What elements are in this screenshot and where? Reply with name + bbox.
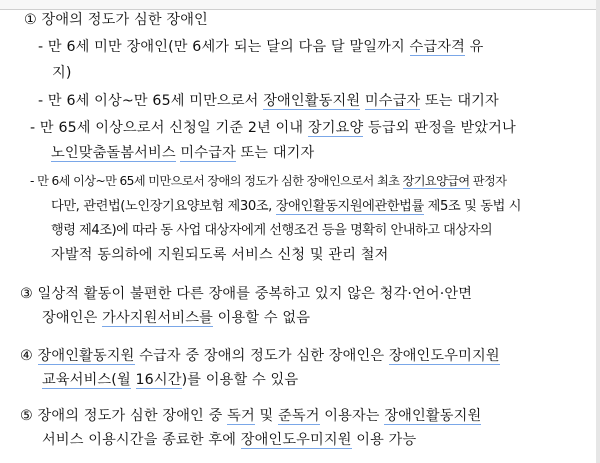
text: 다만, 관련법(노인장기요양보험 제30조, (51, 199, 276, 214)
underlined-term: 독거 (227, 408, 255, 424)
underlined-term: 장애인도우미지원 (388, 348, 500, 364)
text: 자발적 동의하에 지원되도록 서비스 신청 및 관리 철저 (51, 247, 389, 263)
window-top-border (0, 0, 600, 10)
text: ③ 일상적 활동이 불편한 다른 장애를 중복하고 있지 않은 청각·언어·안면 (20, 286, 473, 302)
underlined-term: 장애인활동지원 (37, 348, 135, 364)
section-1-item-1-cont (52, 63, 72, 83)
text: 및 (254, 408, 278, 424)
text: 등급외 판정을 받았거나 (363, 120, 516, 136)
section-1-heading (24, 10, 208, 30)
text: 행령 제4조)에 따라 동 사업 대상자에게 선행조건 등을 명확히 안내하고 대상자의 (51, 223, 493, 238)
section-3-line-2 (42, 308, 310, 328)
text: 또는 대기자 (420, 93, 499, 109)
section-4-line-1 (20, 346, 500, 366)
section-5-line-2 (42, 430, 416, 450)
text: )를 이용할 수 있음 (181, 372, 299, 388)
underlined-term: 장애인활동지원 (263, 93, 361, 109)
text: - 만 6세 이상~만 65세 미만으로서 장애의 정도가 심한 장애인으로서 최초 (30, 174, 403, 188)
section-1-item-1 (38, 37, 483, 57)
text: 이용할 수 없음 (212, 310, 311, 326)
underlined-term: 장기요양급여 (402, 174, 470, 188)
window-scrollbar-track[interactable] (596, 0, 600, 463)
text: 이용자는 (319, 408, 385, 424)
section-1-item-2 (38, 91, 499, 111)
text: ④ (20, 348, 38, 364)
text: 유 (464, 39, 484, 55)
underlined-term: 장애인활동지원 (384, 408, 482, 424)
text: 서비스 이용시간을 종료한 후에 (42, 432, 241, 448)
text: 또는 대기자 (235, 145, 315, 161)
underlined-term: 장애인활동지원에관한법률 (275, 199, 424, 214)
text: 장애인은 (42, 310, 103, 326)
section-1-item-4 (30, 171, 506, 191)
text: 수급자 중 장애의 정도가 심한 장애인은 (134, 348, 389, 364)
text (131, 372, 136, 388)
text: 이용 가능 (351, 432, 417, 448)
underlined-term: 가사지원서비스를 (102, 310, 213, 326)
text: - 만 65세 이상으로서 신청일 기준 2년 이내 (30, 120, 308, 136)
underlined-term: 수급자격 (409, 39, 465, 55)
text: ⑤ 장애의 정도가 심한 장애인 중 (20, 408, 228, 424)
underlined-term: 장애인도우미지원 (240, 432, 352, 448)
text: - 만 6세 미만 장애인(만 6세가 되는 달의 다음 달 말일까지 (38, 39, 410, 55)
section-4-line-2 (42, 370, 298, 390)
text: 판정자 (469, 174, 507, 188)
section-5-line-1 (20, 406, 481, 426)
section-3-line-1 (20, 284, 472, 304)
text: ① 장애의 정도가 심한 장애인 (24, 12, 208, 28)
underlined-term: 미수급자 (180, 145, 236, 161)
text: 제5조 및 동법 시 (423, 199, 522, 214)
underlined-term: 준독거 (278, 408, 320, 424)
underlined-term: 교육서비스(월 (42, 372, 131, 388)
section-1-item-4-cont-3 (51, 245, 388, 265)
underlined-term: 장기요양 (307, 120, 364, 136)
text: 지) (52, 65, 72, 81)
underlined-term: 미수급자 (364, 93, 421, 109)
section-1-item-4-cont-2 (51, 221, 492, 241)
section-1-item-3-cont (51, 143, 314, 163)
section-1-item-3 (30, 118, 516, 138)
text: - 만 6세 이상~만 65세 미만으로서 (38, 93, 264, 109)
underlined-term: 16시간 (135, 372, 182, 388)
underlined-term: 노인맞춤돌봄서비스 (51, 145, 176, 161)
section-1-item-4-cont-1 (51, 197, 521, 217)
